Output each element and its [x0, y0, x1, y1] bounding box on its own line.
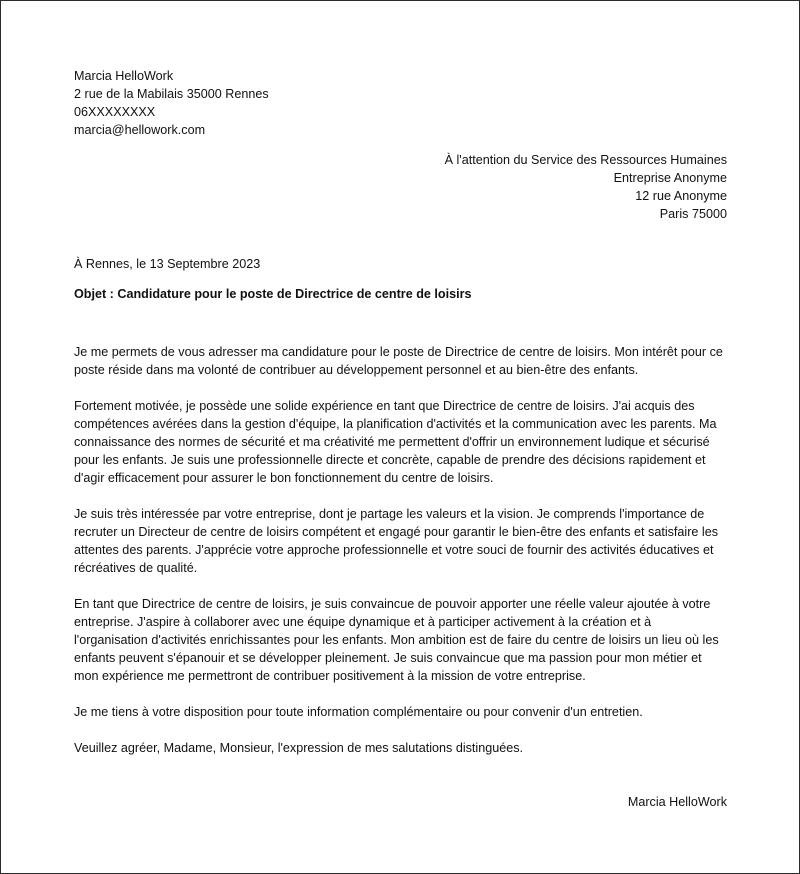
recipient-street: 12 rue Anonyme [635, 189, 727, 203]
subject-line: Objet : Candidature pour le poste de Directrice de centre de loisirs [74, 287, 472, 301]
sender-address: 2 rue de la Mabilais 35000 Rennes [74, 87, 269, 101]
letter-body [74, 343, 726, 775]
sender-email: marcia@hellowork.com [74, 123, 206, 137]
recipient-block [445, 151, 727, 223]
body-paragraph: Fortement motivée, je possède une solide expérience en tant que Directrice de centre de loisirs. J'ai acquis des compétences avérées dans la gestion d'équipe, la planification d'activités et la communication avec les parents. Ma connaissance des normes de sécurité et ma créativité me permettent d'offrir un environnement ludique et sécurisé pour les enfants. Je suis une professionnelle directe et concrète, capable de prendre des décisions rapidement et d'agir efficacement pour assurer le bon fonctionnement du centre de loisirs. [74, 399, 717, 485]
body-paragraph: Je me permets de vous adresser ma candidature pour le poste de Directrice de centre de loisirs. Mon intérêt pour ce poste réside dans ma volonté de contribuer au développement personnel et au bien-être des enfants. [74, 345, 723, 377]
closing-paragraph: Veuillez agréer, Madame, Monsieur, l'expression de mes salutations distinguées. [74, 741, 524, 755]
recipient-city: Paris 75000 [659, 207, 727, 221]
sender-block [74, 67, 269, 139]
body-paragraph: En tant que Directrice de centre de loisirs, je suis convaincue de pouvoir apporter une réelle valeur ajoutée à votre entreprise. J'aspire à collaborer avec une équipe dynamique et à participer activement à la création et à l'organisation d'activités enrichissantes pour les enfants. Mon ambition est de faire du centre de loisirs un lieu où les enfants peuvent s'épanouir et se développer pleinement. Je suis convaincue que ma passion pour mon métier et mon expérience me permettront de contribuer positivement à la mission de votre entreprise. [74, 597, 719, 683]
sender-phone: 06XXXXXXXX [74, 105, 156, 119]
recipient-company: Entreprise Anonyme [613, 171, 727, 185]
recipient-attention: À l'attention du Service des Ressources Humaines [444, 153, 727, 167]
signature: Marcia HelloWork [627, 795, 727, 809]
sender-name: Marcia HelloWork [74, 69, 174, 83]
date-line: À Rennes, le 13 Septembre 2023 [74, 257, 261, 271]
body-paragraph: Je me tiens à votre disposition pour toute information complémentaire ou pour convenir d'un entretien. [74, 705, 643, 719]
body-paragraph: Je suis très intéressée par votre entreprise, dont je partage les valeurs et la vision. Je comprends l'importance de recruter un Directeur de centre de loisirs compétent et engagé pour garantir le bien-être des enfants et satisfaire les attentes des parents. J'apprécie votre approche professionnelle et votre souci de fournir des activités éducatives et récréatives de qualité. [74, 507, 719, 575]
